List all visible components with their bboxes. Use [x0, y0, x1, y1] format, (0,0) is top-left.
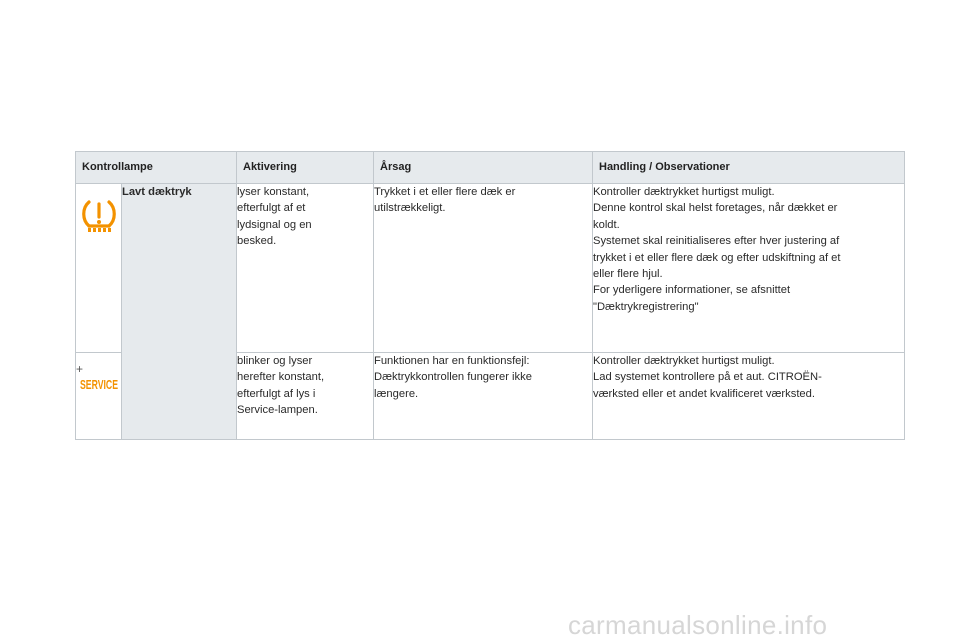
header-action: Handling / Observationer [593, 152, 905, 184]
table-row [76, 184, 905, 353]
cause-cell: Funktionen har en funktionsfejl: Dæktrykkontrollen fungerer ikke længere. [374, 353, 593, 440]
activation-cell: lyser konstant, efterfulgt af et lydsignal og en besked. [237, 184, 374, 353]
table-header-row [76, 152, 905, 184]
lamp-icon-cell [76, 184, 122, 353]
cause-cell: Trykket i et eller flere dæk er utilstrækkeligt. [374, 184, 593, 353]
lamp-icon-cell [76, 353, 122, 440]
activation-cell: blinker og lyser herefter konstant, efterfulgt af lys i Service-lampen. [237, 353, 374, 440]
lamp-name: Lavt dæktryk [122, 184, 237, 440]
tyre-pressure-warning-icon [79, 196, 119, 236]
action-cell: Kontroller dæktrykket hurtigst muligt. Lad systemet kontrollere på et aut. CITROËN- værksted eller et andet kvalificeret værksted. [593, 353, 905, 440]
site-watermark: carmanualsonline.info [568, 610, 828, 640]
action-cell: Kontroller dæktrykket hurtigst muligt. Denne kontrol skal helst foretages, når dækket er koldt. Systemet skal reinitialiseres efter hver justering af trykket i et eller flere dæk og efter udskiftning af et eller flere hjul. For yderligere informationer, se afsnittet "Dæktrykregistrering" [593, 184, 905, 353]
service-warning-icon [79, 377, 119, 391]
svg-text:SERVICE: SERVICE [79, 378, 118, 392]
warning-lamp-table [75, 151, 905, 440]
plus-sign: + [76, 362, 84, 376]
header-activation: Aktivering [237, 152, 374, 184]
header-cause: Årsag [374, 152, 593, 184]
header-lamp: Kontrollampe [76, 152, 237, 184]
